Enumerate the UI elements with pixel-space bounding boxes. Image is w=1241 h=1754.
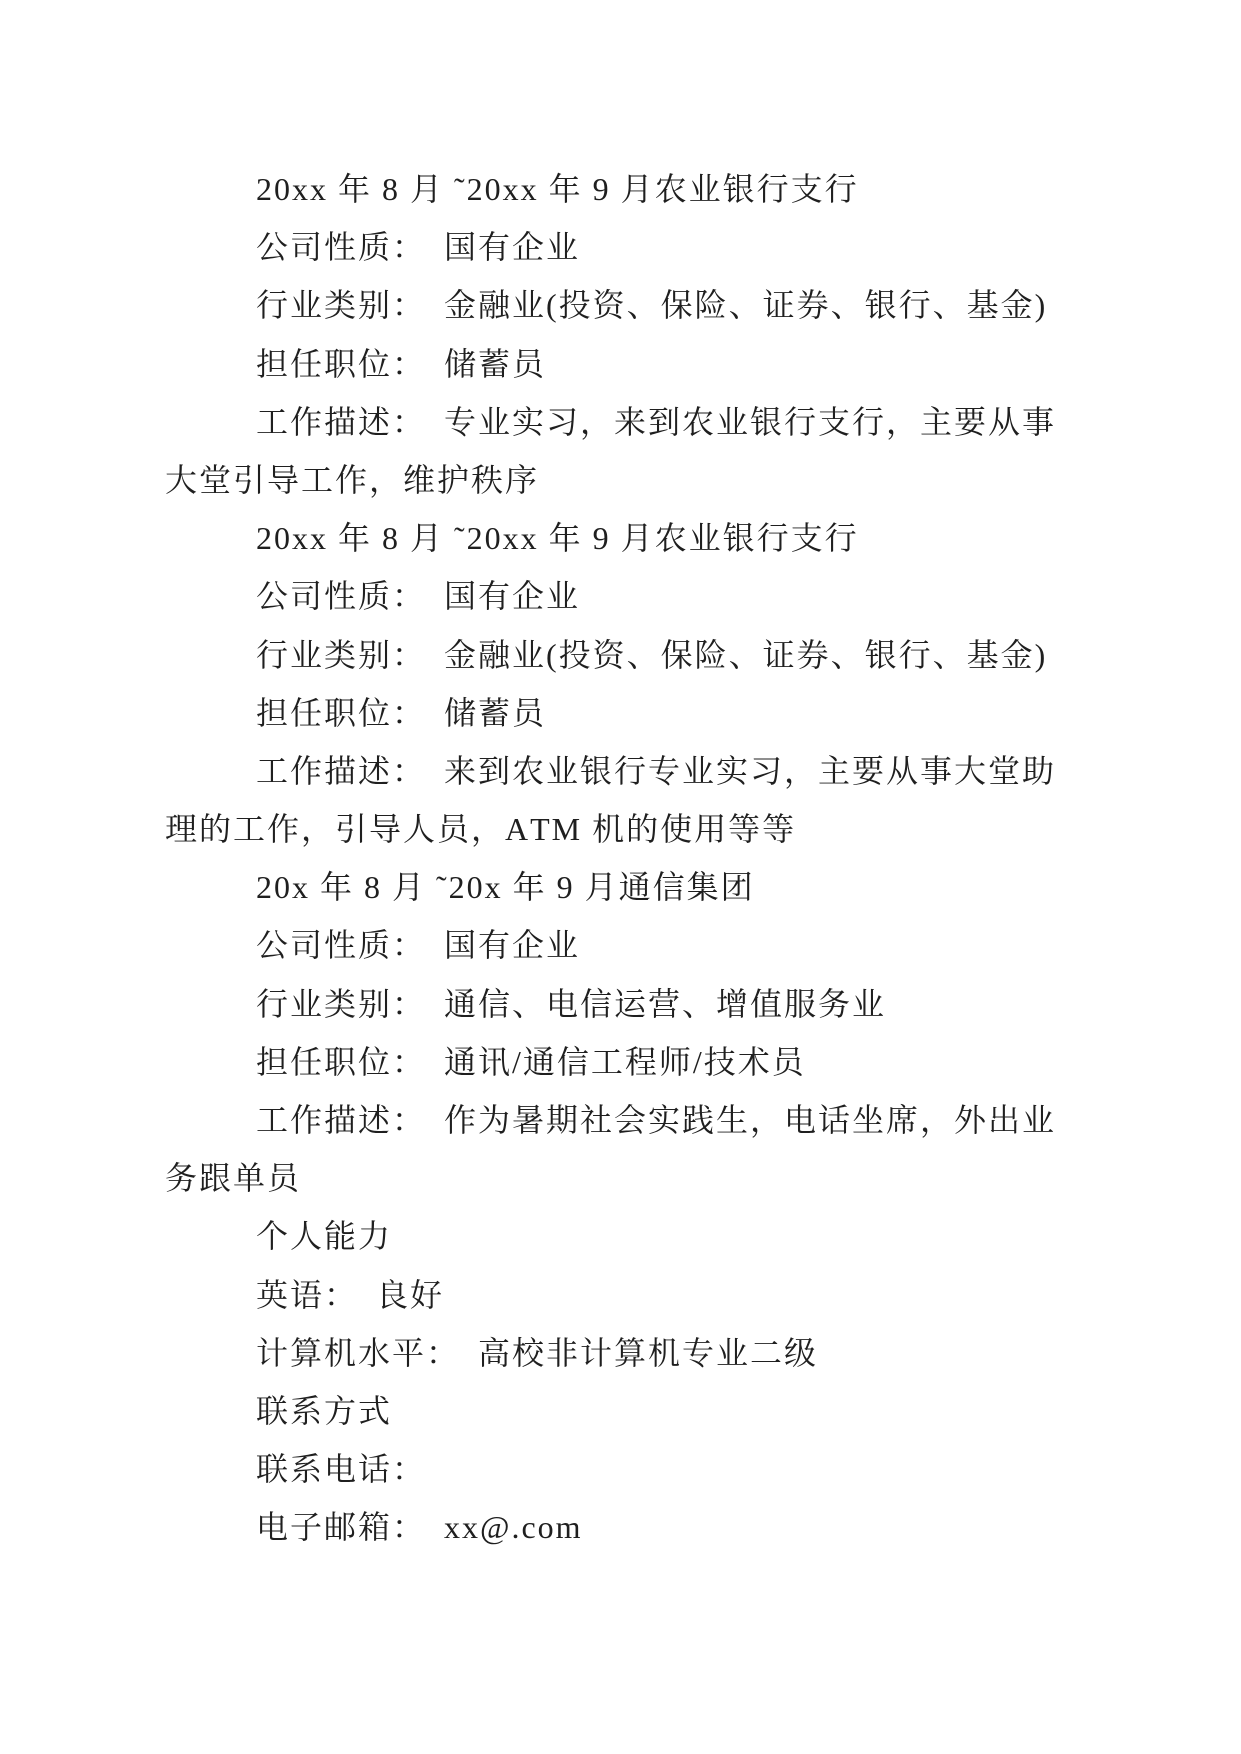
text-line: 担任职位： 通讯/通信工程师/技术员 — [256, 1043, 806, 1080]
text-line: 公司性质： 国有企业 — [256, 578, 581, 615]
text-line: 担任职位： 储蓄员 — [256, 694, 547, 731]
text-line: 行业类别： 金融业(投资、保险、证券、银行、基金) — [256, 636, 1048, 673]
text-line: 计算机水平： 高校非计算机专业二级 — [256, 1334, 819, 1371]
text-line: 英语： 良好 — [256, 1276, 445, 1313]
text-line: 个人能力 — [256, 1218, 393, 1255]
text-line: 联系电话： — [256, 1451, 427, 1488]
text-line: 公司性质： 国有企业 — [256, 927, 581, 964]
text-line: 行业类别： 金融业(投资、保险、证券、银行、基金) — [256, 287, 1048, 324]
text-line: 20x 年 8 月 ˜20x 年 9 月通信集团 — [256, 869, 755, 906]
text-line: 电子邮箱： xx@.com — [256, 1509, 583, 1546]
text-line: 20xx 年 8 月 ˜20xx 年 9 月农业银行支行 — [256, 171, 859, 207]
text-line: 工作描述： 作为暑期社会实践生，电话坐席，外出业 — [256, 1102, 1057, 1138]
text-line: 务跟单员 — [165, 1160, 302, 1197]
text-line: 公司性质： 国有企业 — [256, 229, 581, 266]
text-line: 担任职位： 储蓄员 — [256, 345, 547, 382]
text-line: 行业类别： 通信、电信运营、增值服务业 — [256, 985, 887, 1022]
text-line: 20xx 年 8 月 ˜20xx 年 9 月农业银行支行 — [256, 520, 859, 557]
text-line: 联系方式 — [256, 1392, 393, 1429]
resume-body — [165, 160, 1150, 1557]
text-line: 工作描述： 来到农业银行专业实习，主要从事大堂助 — [256, 752, 1057, 789]
text-line: 大堂引导工作，维护秩序 — [165, 461, 540, 498]
text-line: 理的工作，引导人员，ATM 机的使用等等 — [165, 811, 797, 848]
text-line: 工作描述： 专业实习，来到农业银行支行，主要从事 — [256, 403, 1057, 440]
